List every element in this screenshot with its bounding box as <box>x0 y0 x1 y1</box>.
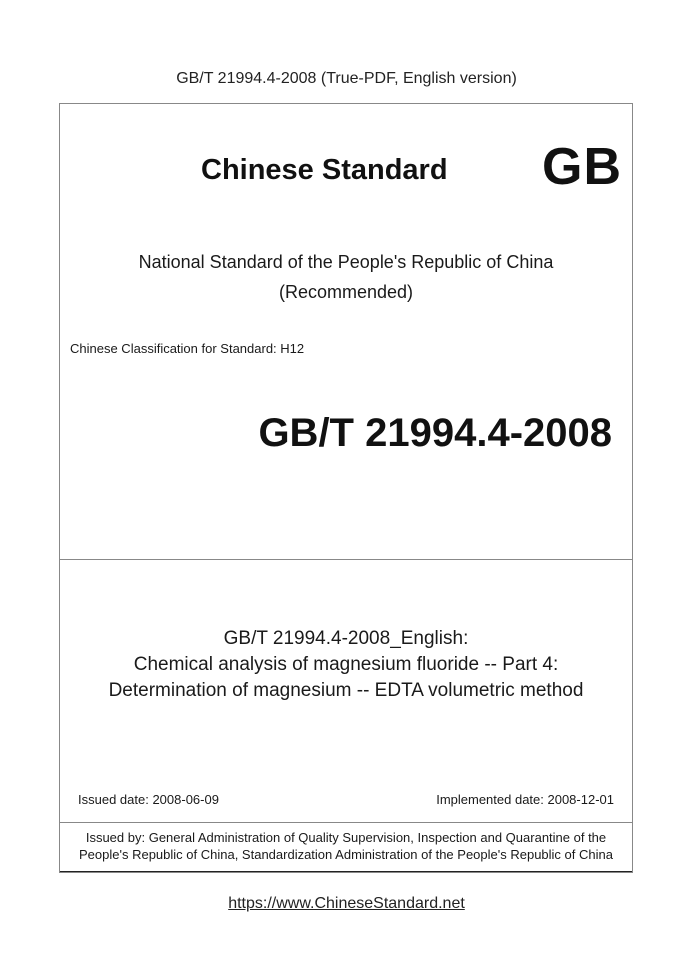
issuer-text: Issued by: General Administration of Quality Supervision, Inspection and Quarantine of the People's Republic of China, Standardization Administration of the People's Republic of China <box>60 823 632 872</box>
cover-title: Chinese Standard <box>201 154 448 186</box>
standard-number: GB/T 21994.4-2008 <box>258 411 612 455</box>
issued-date: Issued date: 2008-06-09 <box>78 792 219 807</box>
document-title-line-3: Determination of magnesium -- EDTA volumetric method <box>108 680 584 701</box>
classification-text: Chinese Classification for Standard: H12 <box>70 341 305 356</box>
implemented-date: Implemented date: 2008-12-01 <box>436 792 614 807</box>
website-link[interactable]: https://www.ChineseStandard.net <box>228 895 465 912</box>
document-header: GB/T 21994.4-2008 (True-PDF, English version) <box>176 70 517 87</box>
document-title-line-1: GB/T 21994.4-2008_English: <box>223 628 469 649</box>
national-standard-line: National Standard of the People's Republic of China <box>138 252 554 272</box>
cover-upper-section <box>60 104 632 560</box>
gb-mark: GB <box>542 138 622 196</box>
cover-frame <box>59 103 633 873</box>
document-title <box>60 626 632 704</box>
cover-lower-section <box>60 560 632 823</box>
recommended-label: (Recommended) <box>278 282 414 302</box>
document-title-line-2: Chemical analysis of magnesium fluoride -- Part 4: <box>133 654 559 675</box>
